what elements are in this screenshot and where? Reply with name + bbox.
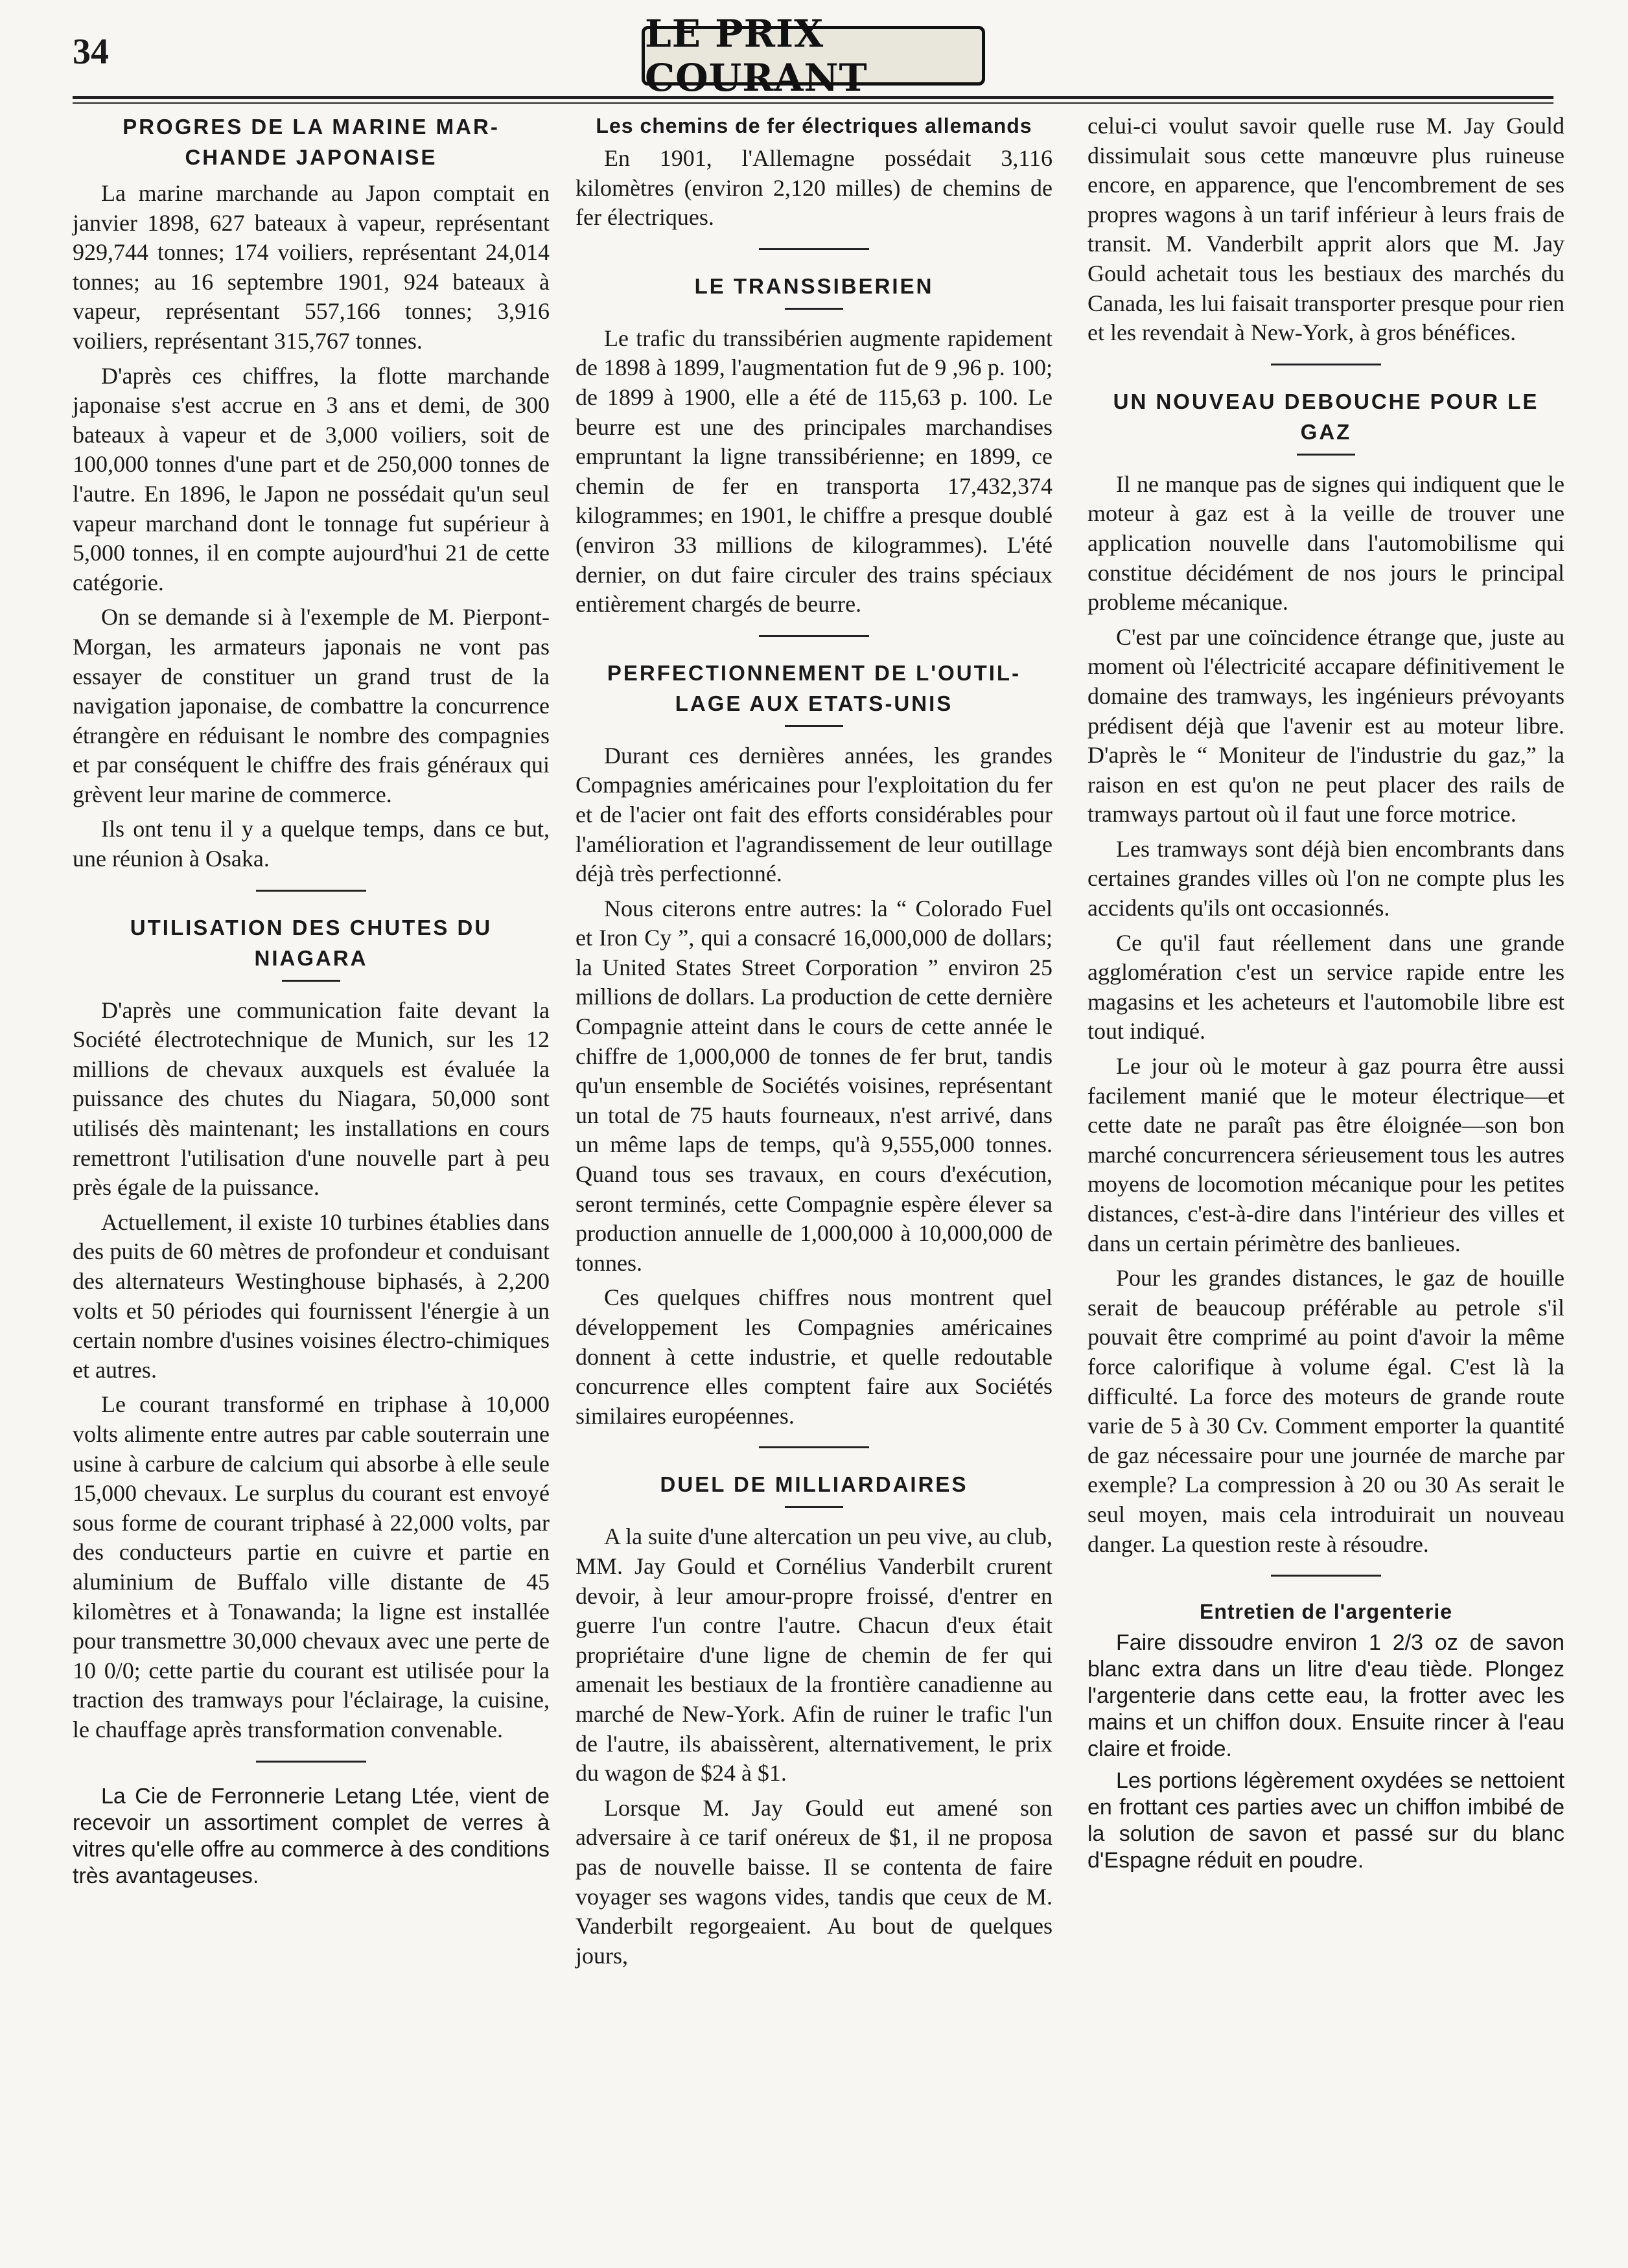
article-paragraph: D'après ces chiffres, la flotte marchande japonaise s'est accrue en 3 ans et demi, de 300 bateaux à vapeur et de 3,000 voiliers, soit de 100,000 tonnes d'une part et de 250,000 tonnes de l'autre. En 1896, le Japon ne possédait qu'un seul vapeur marchand dont le tonnage fut supérieur à 5,000 tonnes, il en compte aujourd'hui 21 de cette catégorie.	[73, 362, 550, 596]
article-title: DUEL DE MILLIARDAIRES	[660, 1472, 968, 1497]
article-paragraph: Durant ces dernières années, les grandes Compagnies américaines pour l'exploitation du fer et de l'acier ont fait des efforts considérables pour l'amélioration et l'agrandissement de leur outillage déjà très perfectionné.	[576, 742, 1052, 887]
title-underline	[1297, 454, 1355, 456]
article-title: UTILISATION DES CHUTES DU NIAGARA	[130, 915, 493, 970]
article-paragraph: Actuellement, il existe 10 turbines établies dans des puits de 60 mètres de profondeur et conduisant des alternateurs Westinghouse biphasés, à 2,200 volts et 50 périodes qui fournissent l'énergie à un certain nombre d'usines voisines électro-chimiques et autres.	[73, 1209, 550, 1383]
section-divider	[1271, 1575, 1381, 1577]
section-divider	[759, 1446, 869, 1448]
article-title: UN NOUVEAU DEBOUCHE POUR LE GAZ	[1113, 389, 1539, 444]
title-underline	[785, 308, 843, 310]
article-paragraph: celui-ci voulut savoir quelle ruse M. Jay Gould dissimulait sous cette manœuvre plus ruineuse encore, en apparence, que l'encombrement de ses propres wagons à un tarif inférieur à leurs frais de transit. M. Vanderbilt apprit alors que M. Jay Gould achetait tous les bestiaux des marchés du Canada, les lui faisait transporter presque pour rien et les revendait à New-York, à gros bénéfices.	[1087, 113, 1564, 346]
article-paragraph: Lorsque M. Jay Gould eut amené son adversaire à ce tarif onéreux de $1, il ne proposa pas de nouvelle baisse. Il se contenta de faire voyager ses wagons vides, tandis que ceux de M. Vanderbilt regorgeaient. Au bout de quelques jours,	[576, 1794, 1052, 1969]
article-title: LE TRANSSIBERIEN	[694, 273, 934, 298]
page-number: 34	[73, 32, 109, 72]
section-divider	[256, 1761, 366, 1763]
title-underline	[785, 1506, 843, 1508]
masthead-logo: LE PRIX COURANT	[642, 26, 985, 86]
article-paragraph: Les portions légèrement oxydées se nettoient en frottant ces parties avec un chiffon imbibé de la solution de savon et passé sur du blanc d'Espagne réduit en poudre.	[1087, 1768, 1564, 1873]
section-divider	[256, 890, 366, 892]
article-title: Entretien de l'argenterie	[1199, 1600, 1453, 1624]
article-paragraph: Nous citerons entre autres: la “ Colorado Fuel et Iron Cy ”, qui a consacré 16,000,000 de dollars; la United States Street Corporation ” environ 25 millions de dollars. La production de cette dernière Compagnie atteint dans le cours de cette année le chiffre de 1,000,000 de tonnes de fer brut, tandis qu'un ensemble de Sociétés voisines, représentant un total de 75 hauts fourneaux, n'est arrivé, dans un même laps de temps, qu'à 9,555,000 tonnes. Quand tous ses travaux, en cours d'exécution, seront terminés, cette Compagnie espère élever sa production annuelle de 1,000,000 à 10,000,000 de tonnes.	[576, 895, 1052, 1276]
article-paragraph: Pour les grandes distances, le gaz de houille serait de beaucoup préférable au petrole s'il pouvait être comprimé au point d'avoir la même force calorifique à volume égal. C'est là la difficulté. La force des moteurs de grande route varie de 5 à 30 Cv. Comment emporter la quantité de gaz nécessaire pour une journée de marche par exemple? La compression à 20 ou 30 As serait le seul moyen, mais cela introduirait un nouveau danger. La question reste à résoudre.	[1087, 1265, 1564, 1557]
column-2	[576, 111, 1052, 1976]
article-paragraph: A la suite d'une altercation un peu vive, au club, MM. Jay Gould et Cornélius Vanderbilt crurent devoir, à leur amour-propre froissé, d'entrer en guerre l'un contre l'autre. Chacun d'eux était propriétaire d'une ligne de chemin de fer qui amenait les bestiaux de la frontière canadienne au marché de New-York. Afin de ruiner le trafic l'un de l'autre, ils abaissèrent, alternativement, le prix du wagon de $24 à $1.	[576, 1523, 1052, 1787]
article-paragraph: Le courant transformé en triphase à 10,000 volts alimente entre autres par cable souterrain une usine à carbure de calcium qui absorbe à elle seule 15,000 chevaux. Le surplus du courant est envoyé sous forme de courant triphasé à 22,000 volts, par des conducteurs partie en cuivre et partie en aluminium de Buffalo ville distante de 45 kilomètres et à Tonawanda; la ligne est installée pour transmettre 30,000 chevaux avec une perte de 10 0/0; cette partie du courant est utilisée pour la traction des tramways pour l'éclairage, la cuisine, le chauffage après transformation convenable.	[73, 1391, 550, 1742]
article-paragraph: Les tramways sont déjà bien encombrants dans certaines grandes villes où l'on ne compte plus les accidents qu'ils ont occasionnés.	[1087, 835, 1564, 921]
header-rule	[73, 96, 1553, 104]
title-underline	[282, 980, 340, 982]
article-paragraph: Le trafic du transsibérien augmente rapidement de 1898 à 1899, l'augmentation fut de 9 ,96 p. 100; de 1899 à 1900, elle a été de 115,63 p. 100. Le beurre est une des principales marchandises empruntant la ligne transsibérienne; en 1899, ce chemin de fer en transporta 17,432,374 kilogrammes; en 1901, le chiffre a presque doublé (environ 33 millions de kilogrammes). L'été dernier, on dut faire circuler des trains spéciaux entièrement chargés de beurre.	[576, 325, 1052, 618]
article-paragraph: D'après une communication faite devant la Société électrotechnique de Munich, sur les 12 millions de chevaux auxquels est évaluée la puissance des chutes du Niagara, 50,000 sont utilisés dès maintenant; les installations en cours remettront l'utilisation d'une nouvelle part à peu près égale de la puissance.	[73, 997, 550, 1201]
article-paragraph: Il ne manque pas de signes qui indiquent que le moteur à gaz est à la veille de trouver une application nouvelle dans l'automobilisme qui constitue décidément de nos jours le principal probleme mécanique.	[1087, 470, 1564, 616]
column-3	[1087, 111, 1564, 1879]
article-paragraph: Ces quelques chiffres nous montrent quel développement les Compagnies américaines donnent à cette industrie, et quelle redoutable concurrence elles comptent faire aux Sociétés similaires européennes.	[576, 1284, 1052, 1429]
article-title: Les chemins de fer électriques allemands	[596, 114, 1032, 137]
column-1	[73, 111, 550, 1895]
article-title: PERFECTIONNEMENT DE L'OUTIL-LAGE AUX ETATS-UNIS	[607, 660, 1021, 715]
article-paragraph: Ils ont tenu il y a quelque temps, dans ce but, une réunion à Osaka.	[73, 816, 550, 872]
article-paragraph: C'est par une coïncidence étrange que, juste au moment où l'électricité accapare définitivement le domaine des tramways, les ingénieurs prévoyants prédisent déjà que l'avenir est au moteur libre. D'après le “ Moniteur de l'industrie du gaz,” la raison en est qu'on ne peut placer des rails de tramways partout où il faut une force motrice.	[1087, 623, 1564, 827]
notice-paragraph: La Cie de Ferronnerie Letang Ltée, vient de recevoir un assortiment complet de verres à vitres qu'elle offre au commerce à des conditions très avantageuses.	[73, 1783, 550, 1888]
article-title: PROGRES DE LA MARINE MAR-CHANDE JAPONAISE	[122, 115, 500, 169]
article-paragraph: La marine marchande au Japon comptait en janvier 1898, 627 bateaux à vapeur, représentant 929,744 tonnes; 174 voiliers, représentant 24,014 tonnes; au 16 septembre 1901, 924 bateaux à vapeur, représentant 557,166 tonnes; 3,916 voiliers, représentant 315,767 tonnes.	[73, 180, 550, 354]
section-divider	[1271, 364, 1381, 365]
article-paragraph: Faire dissoudre environ 1 2/3 oz de savon blanc extra dans un litre d'eau tiède. Plongez l'argenterie dans cette eau, la frotter avec les mains et un chiffon doux. Ensuite rincer à l'eau claire et froide.	[1087, 1630, 1564, 1762]
article-paragraph: Le jour où le moteur à gaz pourra être aussi facilement manié que le moteur électrique—et cette date ne paraît pas être éloignée—son bon marché concurrencera sérieusement tous les autres moyens de locomotion mécanique pour les petites distances, c'est-à-dire dans l'intérieur des villes et dans un certain périmètre des banlieues.	[1087, 1053, 1564, 1256]
article-paragraph: En 1901, l'Allemagne possédait 3,116 kilomètres (environ 2,120 milles) de chemins de fer électriques.	[576, 145, 1052, 231]
article-paragraph: On se demande si à l'exemple de M. Pierpont-Morgan, les armateurs japonais ne vont pas essayer de constituer un grand trust de la navigation japonaise, de combattre la concurrence étrangère en réduisant le nombre des compagnies et par conséquent le chiffre des frais généraux qui grèvent leur marine de commerce.	[73, 604, 550, 807]
section-divider	[759, 248, 869, 250]
title-underline	[785, 725, 843, 727]
section-divider	[759, 635, 869, 637]
article-paragraph: Ce qu'il faut réellement dans une grande agglomération c'est un service rapide entre les magasins et les acheteurs et l'automobile libre est tout indiqué.	[1087, 929, 1564, 1045]
